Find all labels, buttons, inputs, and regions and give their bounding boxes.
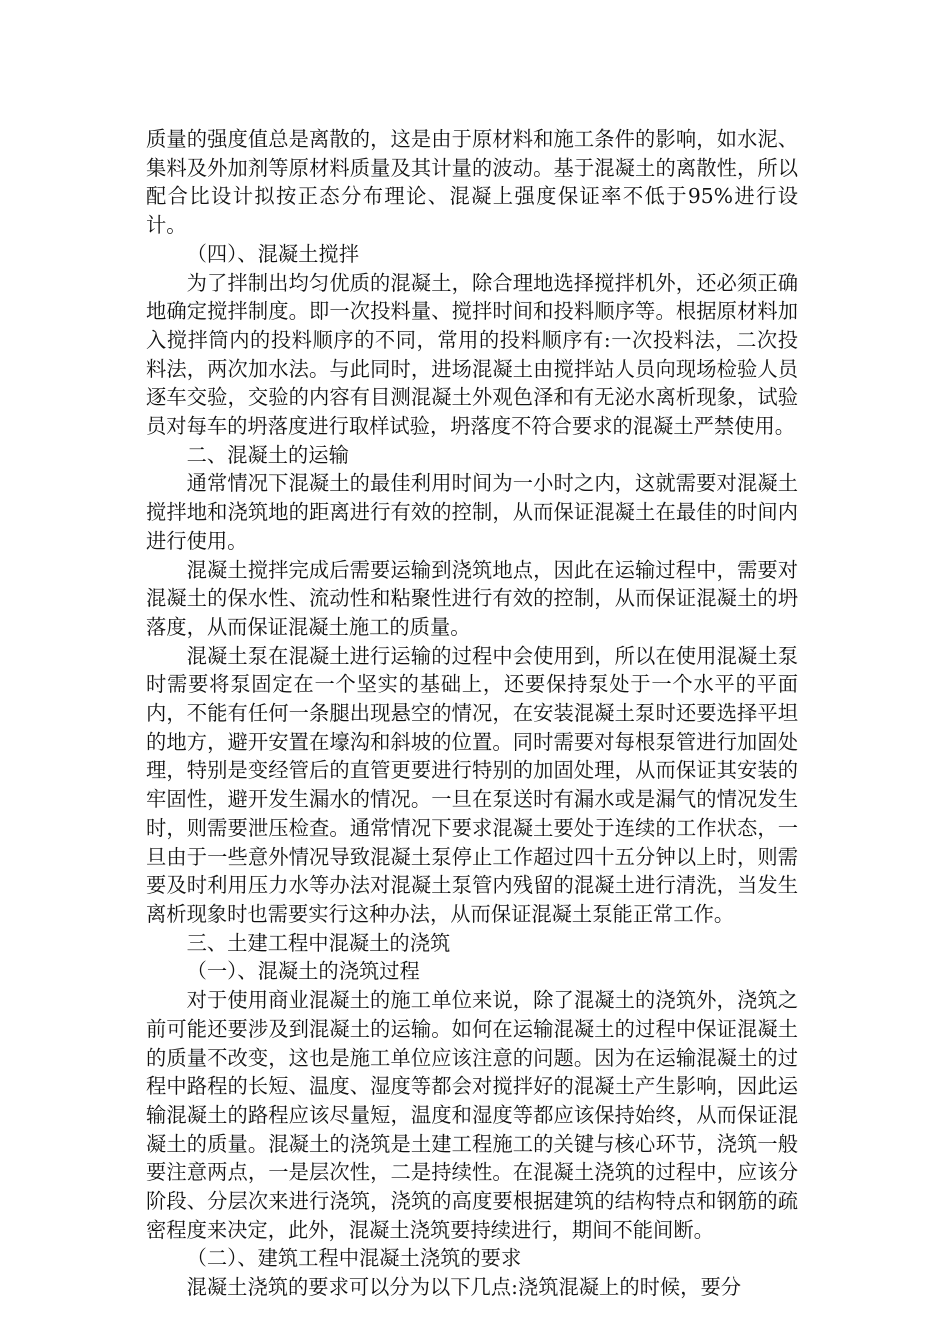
paragraph-pump: 混凝土泵在混凝土进行运输的过程中会使用到，所以在使用混凝土泵时需要将泵固定在一个坚实的基础上，还要保持泵处于一个水平的平面内，不能有任何一条腿出现悬空的情况，在安装混凝土泵时还要选择平坦的地方，避开安置在壕沟和斜坡的位置。同时需要对每根泵管进行加固处理，特别是变经管后的直管更要进行特别的加固处理，从而保证其安装的牢固性，避开发生漏水的情况。一旦在泵送时有漏水或是漏气的情况发生时，则需要泄压检查。通常情况下要求混凝土要处于连续的工作状态，一旦由于一些意外情况导致混凝土泵停止工作超过四十五分钟以上时，则需要及时利用压力水等办法对混凝土泵管内残留的混凝土进行清洗，当发生离析现象时也需要实行这种办法，从而保证混凝土泵能正常工作。: [146, 643, 798, 926]
paragraph-mixing: 为了拌制出均匀优质的混凝土，除合理地选择搅拌机外，还必须正确地确定搅拌制度。即一次投料量、搅拌时间和投料顺序等。根据原材料加入搅拌筒内的投料顺序的不同，常用的投料顺序有:一次投料法，二次投料法，两次加水法。与此同时，进场混凝土由搅拌站人员向现场检验人员逐车交验，交验的内容有目测混凝土外观色泽和有无泌水离析现象，试验员对每车的坍落度进行取样试验，坍落度不符合要求的混凝土严禁使用。: [146, 270, 798, 439]
section-heading-pouring: 三、土建工程中混凝土的浇筑: [186, 930, 451, 955]
paragraph-transport-time: 通常情况下混凝土的最佳利用时间为一小时之内，这就需要对混凝土搅拌地和浇筑地的距离进行有效的控制，从而保证混凝土在最佳的时间内进行使用。: [146, 471, 798, 553]
paragraph-continuation: 质量的强度值总是离散的，这是由于原材料和施工条件的影响，如水泥、集料及外加剂等原材料质量及其计量的波动。基于混凝土的离散性，所以配合比设计拟按正态分布理论、混凝上强度保证率不低于95%进行设计。: [146, 127, 798, 238]
paragraph-pouring-process: 对于使用商业混凝土的施工单位来说，除了混凝土的浇筑外，浇筑之前可能还要涉及到混凝土的运输。如何在运输混凝土的过程中保证混凝土的质量不改变，这也是施工单位应该注意的问题。因为在运输混凝土的过程中路程的长短、温度、湿度等都会对搅拌好的混凝土产生影响，因此运输混凝土的路程应该尽量短，温度和湿度等都应该保持始终，从而保证混凝土的质量。混凝土的浇筑是土建工程施工的关键与核心环节，浇筑一般要注意两点，一是层次性，二是持续性。在混凝土浇筑的过程中，应该分阶段、分层次来进行浇筑，浇筑的高度要根据建筑的结构特点和钢筋的疏密程度来决定，此外，混凝土浇筑要持续进行，期间不能间断。: [146, 988, 798, 1242]
section-heading-mixing: （四）、混凝土搅拌: [186, 241, 359, 266]
paragraph-pouring-requirements: 混凝土浇筑的要求可以分为以下几点:浇筑混凝上的时候，要分: [186, 1275, 742, 1300]
section-heading-transport: 二、混凝土的运输: [186, 442, 349, 467]
subsection-heading-pouring-requirements: （二）、建筑工程中混凝土浇筑的要求: [186, 1246, 522, 1271]
paragraph-transport-control: 混凝土搅拌完成后需要运输到浇筑地点，因此在运输过程中，需要对混凝土的保水性、流动性和粘聚性进行有效的控制，从而保证混凝土的坍落度，从而保证混凝土施工的质量。: [146, 557, 798, 639]
document-page: [146, 125, 798, 1302]
subsection-heading-pouring-process: （一）、混凝土的浇筑过程: [186, 959, 420, 984]
